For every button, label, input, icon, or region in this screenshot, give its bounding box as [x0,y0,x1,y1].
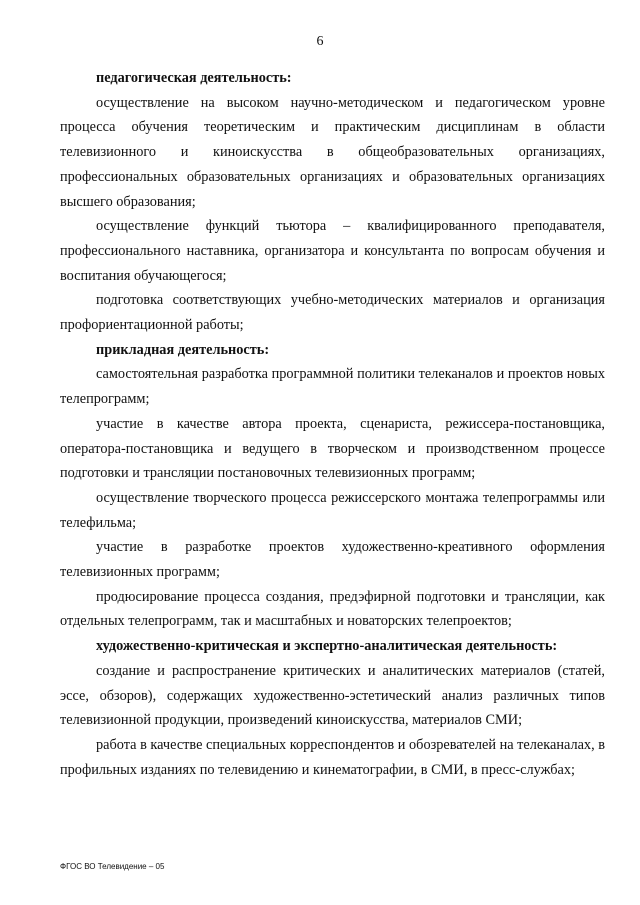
body-paragraph: осуществление функций тьютора – квалифицированного преподавателя, профессионального наставника, организатора и консультанта по вопросам обучения и воспитания обучающегося; [60,218,605,284]
document-body [60,66,605,782]
section-heading: педагогическая деятельность: [96,70,292,86]
page-number: 6 [316,34,324,49]
body-paragraph: осуществление творческого процесса режиссерского монтажа телепрограммы или телефильма; [60,489,605,531]
body-paragraph: подготовка соответствующих учебно-методических материалов и организация профориентационной работы; [60,292,605,334]
body-paragraph: участие в разработке проектов художественно-креативного оформления телевизионных программ; [60,539,605,581]
section-heading: художественно-критическая и экспертно-аналитическая деятельность: [96,638,558,655]
section-heading: прикладная деятельность: [96,341,270,358]
body-paragraph: участие в качестве автора проекта, сценариста, режиссера-постановщика, оператора-постановщика и ведущего в творческом и производственном процессе подготовки и трансляции постановочных телевизионных программ; [60,415,605,482]
page-footer: ФГОС ВО Телевидение – 05 [60,862,165,871]
body-paragraph: создание и распространение критических и аналитических материалов (статей, эссе, обзоров), содержащих художественно-эстетический анализ различных типов телевизионной продукции, произведений киноискусства, материалов СМИ; [60,662,605,729]
body-paragraph: работа в качестве специальных корреспондентов и обозревателей на телеканалах, в профильных изданиях по телевидению и кинематографии, в СМИ, в пресс-службах; [60,736,605,778]
body-paragraph: самостоятельная разработка программной политики телеканалов и проектов новых телепрограмм; [60,366,605,408]
body-paragraph: продюсирование процесса создания, предэфирной подготовки и трансляции, как отдельных телепрограмм, так и масштабных и новаторских телепроектов; [60,588,605,630]
body-paragraph: осуществление на высоком научно-методическом и педагогическом уровне процесса обучения теоретическим и практическим дисциплинам в области телевизионного и киноискусства в общеобразовательных организациях, профессиональных образовательных организациях и образовательных организациях высшего образования; [60,94,605,210]
